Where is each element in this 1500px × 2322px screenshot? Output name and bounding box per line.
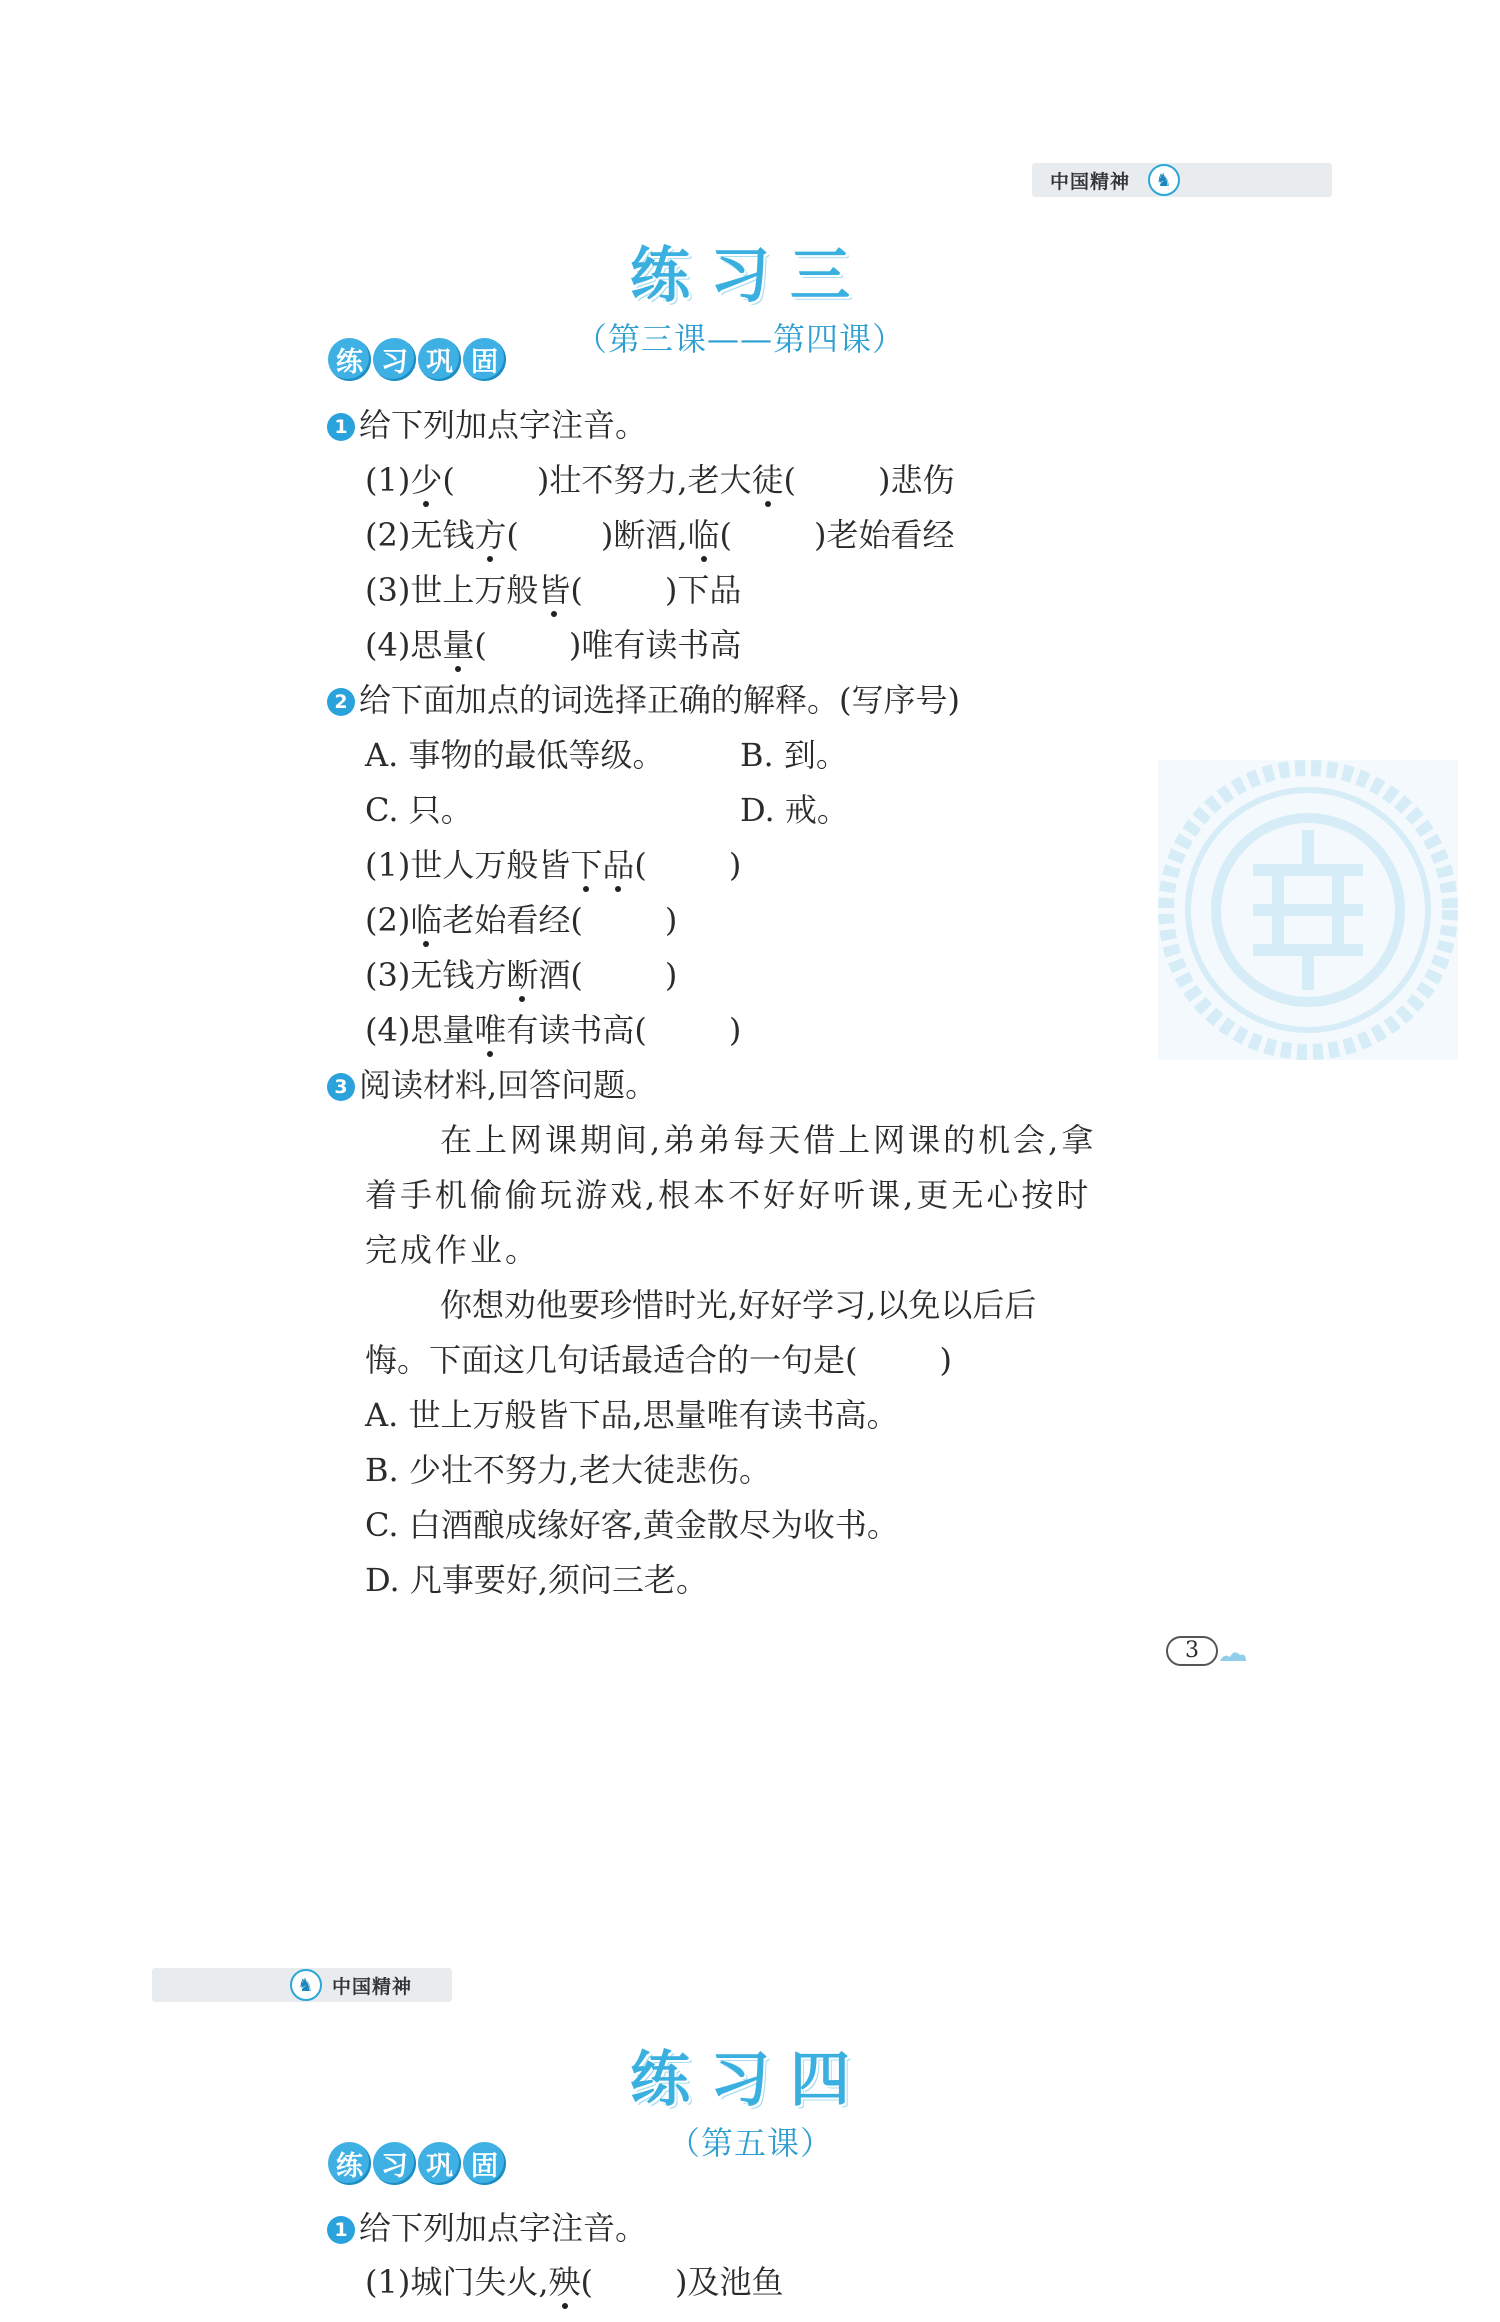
q2-item-1: (1)世人万般皆下品( ) <box>365 846 742 884</box>
cloud-icon <box>1218 1648 1248 1662</box>
page-title-2: 练习四 <box>630 2045 870 2115</box>
q3-option-d: D. 凡事要好,须问三老。 <box>365 1561 709 1599</box>
badge-char: 习 <box>373 2142 416 2185</box>
seal-ornament-icon <box>1158 760 1458 1060</box>
q3-option-b: B. 少壮不努力,老大徒悲伤。 <box>365 1451 772 1489</box>
page2-q1-item-1: (1)城门失火,殃( )及池鱼 <box>365 2263 784 2301</box>
header-tag-text: 中国精神 <box>332 1975 413 1998</box>
page-number: 3 <box>1166 1636 1218 1666</box>
page-title: 练习三 <box>630 241 870 311</box>
q2-option-d: D. 戒。 <box>740 791 849 829</box>
badge-char: 练 <box>328 2142 371 2185</box>
badge-char: 习 <box>373 338 416 381</box>
badge-char: 练 <box>328 338 371 381</box>
question-number: 2 <box>327 688 355 716</box>
page-subtitle-2: （第五课） <box>668 2124 834 2162</box>
q1-item-4: (4)思量( )唯有读书高 <box>365 626 742 664</box>
section-badge-2 <box>328 2142 508 2185</box>
question-number: 3 <box>327 1073 355 1101</box>
q3-option-c: C. 白酒酿成缘好客,黄金散尽为收书。 <box>365 1506 899 1544</box>
header-tag-text: 中国精神 <box>1050 170 1131 193</box>
q1-item-3: (3)世上万般皆( )下品 <box>365 571 742 609</box>
q3-prompt-line: 悔。下面这几句话最适合的一句是( ) <box>365 1341 952 1379</box>
badge-char: 巩 <box>418 2142 461 2185</box>
q3-passage-line: 在上网课期间,弟弟每天借上网课的机会,拿 <box>440 1121 1097 1159</box>
horse-icon: ♞ <box>290 1969 322 2001</box>
header-tag <box>1032 163 1332 197</box>
q2-item-4: (4)思量唯有读书高( ) <box>365 1011 742 1049</box>
q3-prompt-line: 你想劝他要珍惜时光,好好学习,以免以后后 <box>440 1286 1037 1324</box>
question-3-title: 3 阅读材料,回答问题。 <box>327 1065 657 1105</box>
q1-item-1: (1)少( )壮不努力,老大徒( )悲伤 <box>365 461 955 499</box>
header-tag-2 <box>152 1968 452 2002</box>
question-number: 1 <box>327 413 355 441</box>
q2-item-3: (3)无钱方断酒( ) <box>365 956 678 994</box>
q2-option-b: B. 到。 <box>740 736 848 774</box>
question-number: 1 <box>327 2216 355 2244</box>
q3-option-a: A. 世上万般皆下品,思量唯有读书高。 <box>365 1396 899 1434</box>
section-badge <box>328 338 508 381</box>
horse-icon: ♞ <box>1148 164 1180 196</box>
page-subtitle: （第三课——第四课） <box>575 320 906 358</box>
q2-option-c: C. 只。 <box>365 791 473 829</box>
q2-item-2: (2)临老始看经( ) <box>365 901 678 939</box>
q2-option-a: A. 事物的最低等级。 <box>365 736 665 774</box>
question-1-title: 1 给下列加点字注音。 <box>327 405 647 445</box>
badge-char: 固 <box>463 338 506 381</box>
question-2-title: 2 给下面加点的词选择正确的解释。(写序号) <box>327 680 960 720</box>
badge-char: 巩 <box>418 338 461 381</box>
q1-item-2: (2)无钱方( )断酒,临( )老始看经 <box>365 516 955 554</box>
q3-passage-line: 完成作业。 <box>365 1231 541 1269</box>
badge-char: 固 <box>463 2142 506 2185</box>
page2-question-1-title: 1 给下列加点字注音。 <box>327 2208 647 2248</box>
q3-passage-line: 着手机偷偷玩游戏,根本不好好听课,更无心按时 <box>365 1176 1092 1214</box>
